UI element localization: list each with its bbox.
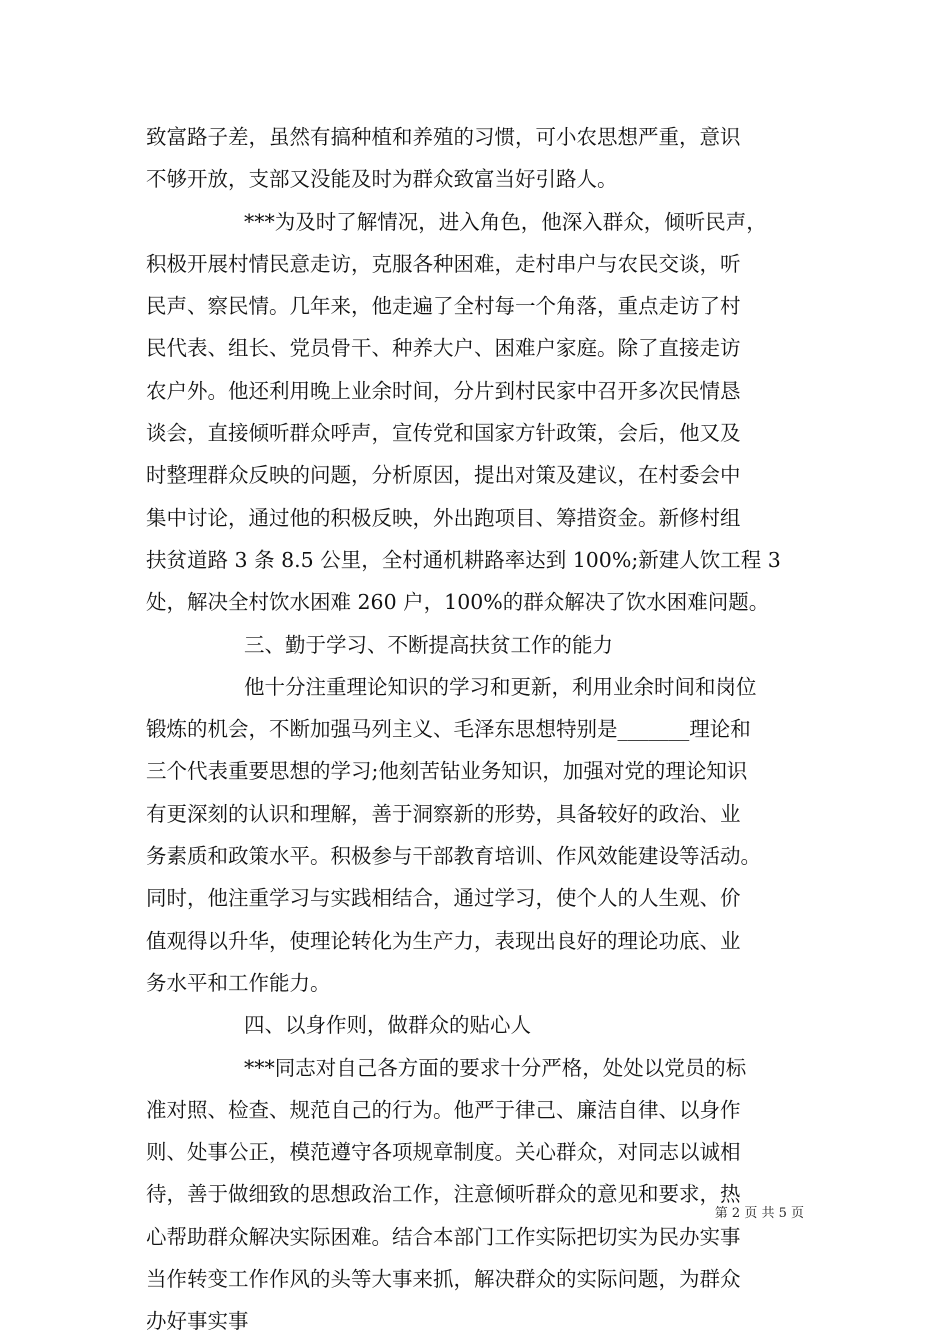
text-line: 时整理群众反映的问题，分析原因，提出对策及建议，在村委会中 xyxy=(146,463,741,488)
text-line: 务素质和政策水平。积极参与干部教育培训、作风效能建设等活动。 xyxy=(146,844,761,869)
paragraph-start-line: 三、勤于学习、不断提高扶贫工作的能力 xyxy=(244,632,613,657)
text-line: 民声、察民情。几年来，他走遍了全村每一个角落，重点走访了村 xyxy=(146,294,741,319)
text-line: 值观得以升华，使理论转化为生产力，表现出良好的理论功底、业 xyxy=(146,928,741,953)
paragraph-start-line: ***同志对自己各方面的要求十分严格，处处以党员的标 xyxy=(244,1055,747,1080)
text-line: 扶贫道路 3 条 8.5 公里，全村通机耕路率达到 100%;新建人饮工程 3 xyxy=(146,547,781,572)
text-line: 则、处事公正，模范遵守各项规章制度。关心群众，对同志以诚相 xyxy=(146,1140,741,1165)
text-line: 谈会，直接倾听群众呼声，宣传党和国家方针政策，会后，他又及 xyxy=(146,421,741,446)
text-line: 农户外。他还利用晚上业余时间，分片到村民家中召开多次民情恳 xyxy=(146,378,741,403)
text-line: 积极开展村情民意走访，克服各种困难，走村串户与农民交谈，听 xyxy=(146,251,741,276)
document-body xyxy=(146,116,812,1343)
paragraph-start-line: ***为及时了解情况，进入角色，他深入群众，倾听民声， xyxy=(244,209,767,234)
text-line: 同时，他注重学习与实践相结合，通过学习，使个人的人生观、价 xyxy=(146,886,741,911)
text-line: 待，善于做细致的思想政治工作，注意倾听群众的意见和要求，热 xyxy=(146,1182,741,1207)
text-line: 集中讨论，通过他的积极反映，外出跑项目、筹措资金。新修村组 xyxy=(146,505,741,530)
paragraph-start-line: 他十分注重理论知识的学习和更新，利用业余时间和岗位 xyxy=(244,674,757,699)
text-line: 办好事实事 xyxy=(146,1309,249,1334)
text-line: 有更深刻的认识和理解，善于洞察新的形势，具备较好的政治、业 xyxy=(146,801,741,826)
text-line: 致富路子差，虽然有搞种植和养殖的习惯，可小农思想严重，意识 xyxy=(146,125,741,149)
text-line: 务水平和工作能力。 xyxy=(146,970,331,995)
text-line: 准对照、检查、规范自己的行为。他严于律己、廉洁自律、以身作 xyxy=(146,1097,741,1122)
page-number: 第 2 页 共 5 页 xyxy=(714,1206,804,1221)
text-line: 当作转变工作作风的头等大事来抓，解决群众的实际问题，为群众 xyxy=(146,1267,741,1292)
text-line: 民代表、组长、党员骨干、种养大户、困难户家庭。除了直接走访 xyxy=(146,336,741,361)
paragraph-start-line: 四、以身作则，做群众的贴心人 xyxy=(244,1013,531,1038)
text-line: 锻炼的机会，不断加强马列主义、毛泽东思想特别是_______理论和 xyxy=(146,717,751,742)
text-line: 三个代表重要思想的学习;他刻苦钻业务知识，加强对党的理论知识 xyxy=(146,759,748,784)
text-line: 处，解决全村饮水困难 260 户，100%的群众解决了饮水困难问题。 xyxy=(146,590,770,615)
text-line: 心帮助群众解决实际困难。结合本部门工作实际把切实为民办实事 xyxy=(146,1224,741,1249)
text-line: 不够开放，支部又没能及时为群众致富当好引路人。 xyxy=(146,167,618,192)
